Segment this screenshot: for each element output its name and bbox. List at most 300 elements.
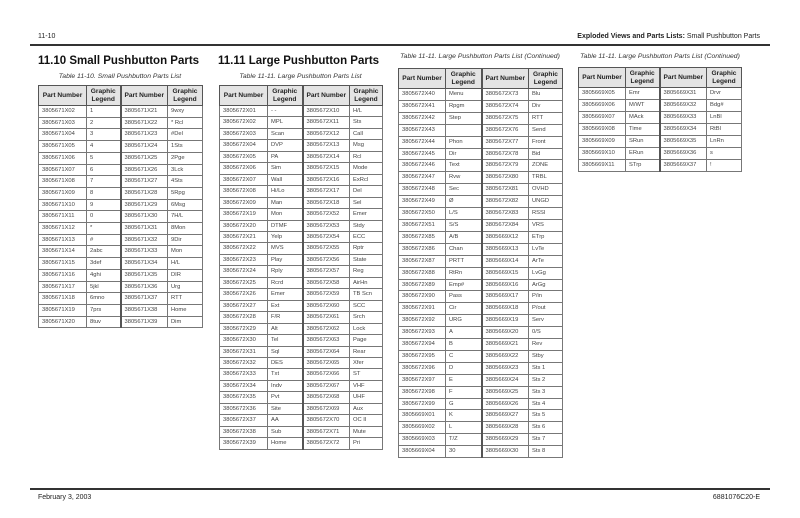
part-number-cell: 3805671X06 <box>39 152 87 164</box>
table-row <box>399 89 563 101</box>
graphic-legend-cell: 4Sts <box>168 176 203 188</box>
part-number-cell: 3805669X18 <box>482 303 529 315</box>
table-row <box>39 187 203 199</box>
part-number-cell: 3805671X26 <box>121 164 168 176</box>
table-row <box>220 380 383 391</box>
part-number-cell: 3805672X98 <box>399 386 446 398</box>
graphic-legend-cell: H/L <box>168 258 203 270</box>
graphic-legend-cell: DES <box>268 357 303 368</box>
table-row <box>39 223 203 235</box>
table-row <box>579 160 742 172</box>
graphic-legend-cell: SCC <box>350 300 383 311</box>
large-pushbutton-table-continued-1 <box>398 68 563 458</box>
graphic-legend-cell: Sim <box>268 163 303 174</box>
table-row <box>399 243 563 255</box>
table-row <box>399 350 563 362</box>
large-pushbutton-table <box>219 85 383 450</box>
graphic-legend-cell: Mode <box>350 163 383 174</box>
table-row <box>399 231 563 243</box>
graphic-legend-cell: 6Msg <box>168 199 203 211</box>
table-row <box>39 234 203 246</box>
part-number-cell: 3805672X92 <box>399 315 446 327</box>
graphic-legend-cell: D <box>446 362 482 374</box>
graphic-legend-cell: Time <box>626 124 660 136</box>
part-number-cell: 3805672X62 <box>303 323 350 334</box>
graphic-legend-cell: ZONE <box>529 160 563 172</box>
graphic-legend-cell: AirHn <box>350 277 383 288</box>
graphic-legend-cell: Stdy <box>350 220 383 231</box>
graphic-legend-cell: Rptr <box>350 243 383 254</box>
table-row <box>39 152 203 164</box>
graphic-legend-cell: Div <box>529 100 563 112</box>
part-number-cell: 3805671X07 <box>39 164 87 176</box>
part-number-cell: 3805672X76 <box>482 124 529 136</box>
graphic-legend-cell: 6mno <box>87 293 121 305</box>
column-header-graphic-legend: Graphic Legend <box>87 86 121 106</box>
graphic-legend-cell: ECC <box>350 231 383 242</box>
part-number-cell: 3805672X33 <box>220 369 268 380</box>
table-row <box>579 148 742 160</box>
part-number-cell: 3805672X27 <box>220 300 268 311</box>
graphic-legend-cell: Rev <box>529 339 563 351</box>
column-header-graphic-legend: Graphic Legend <box>707 68 742 88</box>
part-number-cell: 3805672X14 <box>303 151 350 162</box>
table-row <box>39 281 203 293</box>
part-number-cell: 3805671X19 <box>39 304 87 316</box>
graphic-legend-cell: OC II <box>350 415 383 426</box>
graphic-legend-cell: Text <box>446 160 482 172</box>
graphic-legend-cell: MPL <box>268 117 303 128</box>
graphic-legend-cell: Bid <box>529 148 563 160</box>
table-row <box>399 339 563 351</box>
part-number-cell: 3805671X29 <box>121 199 168 211</box>
column-header-part-number: Part Number <box>399 69 446 89</box>
part-number-cell: 3805672X10 <box>303 106 350 117</box>
graphic-legend-cell: 0 <box>87 211 121 223</box>
table-row <box>579 100 742 112</box>
graphic-legend-cell: 5jkl <box>87 281 121 293</box>
table-row <box>399 112 563 124</box>
table-row <box>39 246 203 258</box>
graphic-legend-cell: Sel <box>350 197 383 208</box>
part-number-cell: 3805672X22 <box>220 243 268 254</box>
part-number-cell: 3805669X37 <box>660 160 707 172</box>
part-number-cell: 3805672X52 <box>303 209 350 220</box>
part-number-cell: 3805669X23 <box>482 362 529 374</box>
part-number-cell: 3805669X35 <box>660 136 707 148</box>
part-number-cell: 3805671X08 <box>39 176 87 188</box>
graphic-legend-cell: A/B <box>446 231 482 243</box>
graphic-legend-cell: P/out <box>529 303 563 315</box>
part-number-cell: 3805672X85 <box>399 231 446 243</box>
graphic-legend-cell: 9 <box>87 199 121 211</box>
graphic-legend-cell: 2abc <box>87 246 121 258</box>
part-number-cell: 3805671X30 <box>121 211 168 223</box>
part-number-cell: 3805672X95 <box>399 350 446 362</box>
part-number-cell: 3805669X02 <box>399 422 446 434</box>
column-header-part-number: Part Number <box>482 69 529 89</box>
table-row <box>39 141 203 153</box>
table-row <box>579 124 742 136</box>
graphic-legend-cell: Step <box>446 112 482 124</box>
graphic-legend-cell: * <box>87 223 121 235</box>
part-number-cell: 3805669X03 <box>399 434 446 446</box>
part-number-cell: 3805672X59 <box>303 289 350 300</box>
graphic-legend-cell: Pass <box>446 291 482 303</box>
graphic-legend-cell: Sts 4 <box>529 398 563 410</box>
table-row <box>399 160 563 172</box>
part-number-cell: 3805672X86 <box>399 243 446 255</box>
part-number-cell: 3805669X05 <box>579 88 626 100</box>
part-number-cell: 3805669X24 <box>482 374 529 386</box>
table-row <box>399 148 563 160</box>
part-number-cell: 3805671X10 <box>39 199 87 211</box>
part-number-cell: 3805671X21 <box>121 106 168 118</box>
graphic-legend-cell: MVS <box>268 243 303 254</box>
graphic-legend-cell: s <box>707 148 742 160</box>
table-row <box>579 112 742 124</box>
graphic-legend-cell: Cir <box>446 303 482 315</box>
table-row <box>399 327 563 339</box>
graphic-legend-cell: TB Scn <box>350 289 383 300</box>
graphic-legend-cell: Sub <box>268 426 303 437</box>
graphic-legend-cell: 8Mon <box>168 223 203 235</box>
graphic-legend-cell: Urg <box>168 281 203 293</box>
graphic-legend-cell: L <box>446 422 482 434</box>
part-number-cell: 3805669X27 <box>482 410 529 422</box>
table-row <box>220 369 383 380</box>
table-row <box>220 277 383 288</box>
graphic-legend-cell: 4 <box>87 141 121 153</box>
graphic-legend-cell: Page <box>350 335 383 346</box>
graphic-legend-cell: LvGg <box>529 267 563 279</box>
graphic-legend-cell: SRun <box>626 136 660 148</box>
table-row <box>399 255 563 267</box>
table-row <box>399 184 563 196</box>
graphic-legend-cell: Reg <box>350 266 383 277</box>
graphic-legend-cell: E <box>446 374 482 386</box>
part-number-cell: 3805672X64 <box>303 346 350 357</box>
part-number-cell: 3805671X13 <box>39 234 87 246</box>
part-number-cell: 3805672X36 <box>220 403 268 414</box>
graphic-legend-cell: Lock <box>350 323 383 334</box>
table-row <box>220 243 383 254</box>
table-row <box>220 266 383 277</box>
part-number-cell: 3805671X35 <box>121 269 168 281</box>
table-header-row <box>579 68 742 88</box>
table-row <box>399 219 563 231</box>
part-number-cell: 3805672X15 <box>303 163 350 174</box>
graphic-legend-cell: Home <box>268 438 303 449</box>
part-number-cell: 3805669X31 <box>660 88 707 100</box>
table-caption-continued-2: Table 11-11. Large Pushbutton Parts List (Continued) <box>580 53 740 60</box>
graphic-legend-cell: Rear <box>350 346 383 357</box>
part-number-cell: 3805672X47 <box>399 172 446 184</box>
part-number-cell: 3805672X08 <box>220 186 268 197</box>
part-number-cell: 3805672X44 <box>399 136 446 148</box>
table-row <box>220 231 383 242</box>
table-header-row <box>220 86 383 106</box>
table-row <box>220 163 383 174</box>
graphic-legend-cell: Pvt <box>268 392 303 403</box>
graphic-legend-cell: RTT <box>529 112 563 124</box>
graphic-legend-cell: Emer <box>350 209 383 220</box>
table-row <box>220 106 383 117</box>
graphic-legend-cell: 7 <box>87 176 121 188</box>
part-number-cell: 3805672X24 <box>220 266 268 277</box>
graphic-legend-cell: Msg <box>350 140 383 151</box>
part-number-cell: 3805672X11 <box>303 117 350 128</box>
part-number-cell: 3805669X21 <box>482 339 529 351</box>
part-number-cell: 3805669X32 <box>660 100 707 112</box>
table-row <box>220 392 383 403</box>
table-row <box>39 304 203 316</box>
table-row <box>220 426 383 437</box>
graphic-legend-cell: RSSI <box>529 208 563 220</box>
graphic-legend-cell: Menu <box>446 89 482 101</box>
graphic-legend-cell: Sts 6 <box>529 422 563 434</box>
part-number-cell: 3805671X31 <box>121 223 168 235</box>
part-number-cell: 3805672X88 <box>399 267 446 279</box>
graphic-legend-cell: F <box>446 386 482 398</box>
table-row <box>220 335 383 346</box>
part-number-cell: 3805671X15 <box>39 258 87 270</box>
graphic-legend-cell: Rpgm <box>446 100 482 112</box>
graphic-legend-cell: B <box>446 339 482 351</box>
part-number-cell: 3805672X77 <box>482 136 529 148</box>
graphic-legend-cell: Yelp <box>268 231 303 242</box>
table-row <box>399 434 563 446</box>
graphic-legend-cell: State <box>350 254 383 265</box>
part-number-cell: 3805672X31 <box>220 346 268 357</box>
part-number-cell: 3805672X83 <box>482 208 529 220</box>
graphic-legend-cell: Indv <box>268 380 303 391</box>
graphic-legend-cell: L/S <box>446 208 482 220</box>
part-number-cell: 3805672X71 <box>303 426 350 437</box>
part-number-cell: 3805672X65 <box>303 357 350 368</box>
graphic-legend-cell: Site <box>268 403 303 414</box>
table-row <box>399 208 563 220</box>
table-row <box>220 117 383 128</box>
part-number-cell: 3805671X28 <box>121 187 168 199</box>
part-number-cell: 3805671X11 <box>39 211 87 223</box>
graphic-legend-cell: Send <box>529 124 563 136</box>
part-number-cell: 3805672X20 <box>220 220 268 231</box>
part-number-cell: 3805671X04 <box>39 129 87 141</box>
part-number-cell: 3805672X26 <box>220 289 268 300</box>
part-number-cell: 3805672X07 <box>220 174 268 185</box>
graphic-legend-cell: Rcl <box>350 151 383 162</box>
part-number-cell: 3805669X20 <box>482 327 529 339</box>
part-number-cell: 3805672X03 <box>220 128 268 139</box>
part-number-cell: 3805671X27 <box>121 176 168 188</box>
graphic-legend-cell: Chan <box>446 243 482 255</box>
graphic-legend-cell: Pri <box>350 438 383 449</box>
table-row <box>399 386 563 398</box>
table-header-row <box>399 69 563 89</box>
column-header-graphic-legend: Graphic Legend <box>168 86 203 106</box>
part-number-cell: 3805672X21 <box>220 231 268 242</box>
table-row <box>579 88 742 100</box>
part-number-cell: 3805672X69 <box>303 403 350 414</box>
table-row <box>39 293 203 305</box>
graphic-legend-cell: DIR <box>168 269 203 281</box>
part-number-cell: 3805672X32 <box>220 357 268 368</box>
graphic-legend-cell: Drvr <box>707 88 742 100</box>
part-number-cell: 3805672X50 <box>399 208 446 220</box>
graphic-legend-cell: ArGg <box>529 279 563 291</box>
graphic-legend-cell: STrp <box>626 160 660 172</box>
part-number-cell: 3805671X03 <box>39 117 87 129</box>
part-number-cell: 3805671X23 <box>121 129 168 141</box>
graphic-legend-cell: Scan <box>268 128 303 139</box>
graphic-legend-cell: Aux <box>350 403 383 414</box>
column-header-graphic-legend: Graphic Legend <box>268 86 303 106</box>
graphic-legend-cell: LnBl <box>707 112 742 124</box>
graphic-legend-cell: Sts 1 <box>529 362 563 374</box>
part-number-cell: 3805671X34 <box>121 258 168 270</box>
part-number-cell: 3805669X29 <box>482 434 529 446</box>
graphic-legend-cell: H/L <box>350 106 383 117</box>
table-row <box>220 128 383 139</box>
table-caption-small: Table 11-10. Small Pushbutton Parts List <box>58 73 182 80</box>
graphic-legend-cell: * Rcl <box>168 117 203 129</box>
part-number-cell: 3805669X04 <box>399 446 446 458</box>
table-row <box>220 174 383 185</box>
running-header <box>577 33 760 40</box>
part-number-cell: 3805671X09 <box>39 187 87 199</box>
part-number-cell: 3805669X34 <box>660 124 707 136</box>
part-number-cell: 3805672X18 <box>303 197 350 208</box>
graphic-legend-cell: ArTe <box>529 255 563 267</box>
table-row <box>399 315 563 327</box>
graphic-legend-cell: Blu <box>529 89 563 101</box>
graphic-legend-cell: Sts 5 <box>529 410 563 422</box>
table-row <box>399 303 563 315</box>
graphic-legend-cell: Rply <box>268 266 303 277</box>
graphic-legend-cell: Mon <box>268 209 303 220</box>
graphic-legend-cell: Dim <box>168 316 203 328</box>
graphic-legend-cell: Rvw <box>446 172 482 184</box>
graphic-legend-cell: MAck <box>626 112 660 124</box>
table-row <box>399 124 563 136</box>
part-number-cell: 3805672X91 <box>399 303 446 315</box>
part-number-cell: 3805672X66 <box>303 369 350 380</box>
table-row <box>39 316 203 328</box>
graphic-legend-cell: RTT <box>168 293 203 305</box>
graphic-legend-cell: Txt <box>268 369 303 380</box>
part-number-cell: 3805672X54 <box>303 231 350 242</box>
table-row <box>220 289 383 300</box>
part-number-cell: 3805672X13 <box>303 140 350 151</box>
graphic-legend-cell: RtRn <box>446 267 482 279</box>
table-row <box>39 164 203 176</box>
part-number-cell: 3805672X90 <box>399 291 446 303</box>
part-number-cell: 3805672X30 <box>220 335 268 346</box>
footer-date: February 3, 2003 <box>38 494 92 501</box>
graphic-legend-cell: Front <box>529 136 563 148</box>
section-title-small: 11.10 Small Pushbutton Parts <box>38 55 200 67</box>
part-number-cell: 3805671X17 <box>39 281 87 293</box>
part-number-cell: 3805669X11 <box>579 160 626 172</box>
column-header-part-number: Part Number <box>660 68 707 88</box>
graphic-legend-cell: Xfer <box>350 357 383 368</box>
part-number-cell: 3805672X60 <box>303 300 350 311</box>
part-number-cell: 3805671X20 <box>39 316 87 328</box>
part-number-cell: 3805671X14 <box>39 246 87 258</box>
graphic-legend-cell: Phon <box>446 136 482 148</box>
part-number-cell: 3805669X13 <box>482 243 529 255</box>
table-row <box>220 209 383 220</box>
graphic-legend-cell: A <box>446 327 482 339</box>
part-number-cell: 3805672X35 <box>220 392 268 403</box>
table-row <box>220 140 383 151</box>
table-caption-continued-1: Table 11-11. Large Pushbutton Parts List (Continued) <box>400 53 560 60</box>
graphic-legend-cell: T/Z <box>446 434 482 446</box>
graphic-legend-cell: VHF <box>350 380 383 391</box>
graphic-legend-cell: Play <box>268 254 303 265</box>
part-number-cell: 3805672X05 <box>220 151 268 162</box>
part-number-cell: 3805672X25 <box>220 277 268 288</box>
graphic-legend-cell: DTMF <box>268 220 303 231</box>
part-number-cell: 3805672X84 <box>482 219 529 231</box>
table-row <box>399 100 563 112</box>
part-number-cell: 3805672X43 <box>399 124 446 136</box>
part-number-cell: 3805672X73 <box>482 89 529 101</box>
part-number-cell: 3805669X19 <box>482 315 529 327</box>
part-number-cell: 3805669X33 <box>660 112 707 124</box>
part-number-cell: 3805669X17 <box>482 291 529 303</box>
graphic-legend-cell: ! <box>707 160 742 172</box>
part-number-cell: 3805669X26 <box>482 398 529 410</box>
table-row <box>579 136 742 148</box>
graphic-legend-cell: Sts 3 <box>529 386 563 398</box>
part-number-cell: 3805669X10 <box>579 148 626 160</box>
part-number-cell: 3805672X41 <box>399 100 446 112</box>
part-number-cell: 3805672X02 <box>220 117 268 128</box>
table-row <box>220 403 383 414</box>
graphic-legend-cell: OVHD <box>529 184 563 196</box>
part-number-cell: 3805671X32 <box>121 234 168 246</box>
graphic-legend-cell: ST <box>350 369 383 380</box>
part-number-cell: 3805669X06 <box>579 100 626 112</box>
footer-doc-number: 6881076C20-E <box>712 494 760 501</box>
graphic-legend-cell: C <box>446 350 482 362</box>
table-row <box>220 357 383 368</box>
graphic-legend-cell: - - <box>268 106 303 117</box>
table-row <box>220 312 383 323</box>
graphic-legend-cell: Sts 7 <box>529 434 563 446</box>
column-header-part-number: Part Number <box>39 86 87 106</box>
part-number-cell: 3805672X55 <box>303 243 350 254</box>
part-number-cell: 3805672X53 <box>303 220 350 231</box>
table-row <box>399 136 563 148</box>
graphic-legend-cell: Emer <box>268 289 303 300</box>
part-number-cell: 3805671X05 <box>39 141 87 153</box>
large-pushbutton-table-continued-2 <box>578 67 742 172</box>
part-number-cell: 3805671X16 <box>39 269 87 281</box>
graphic-legend-cell: Sts 2 <box>529 374 563 386</box>
part-number-cell: 3805672X82 <box>482 196 529 208</box>
graphic-legend-cell: 1 <box>87 106 121 118</box>
part-number-cell: 3805672X49 <box>399 196 446 208</box>
graphic-legend-cell: 2 <box>87 117 121 129</box>
graphic-legend-cell: K <box>446 410 482 422</box>
part-number-cell: 3805672X39 <box>220 438 268 449</box>
graphic-legend-cell: 7H/L <box>168 211 203 223</box>
part-number-cell: 3805671X38 <box>121 304 168 316</box>
column-header-part-number: Part Number <box>220 86 268 106</box>
